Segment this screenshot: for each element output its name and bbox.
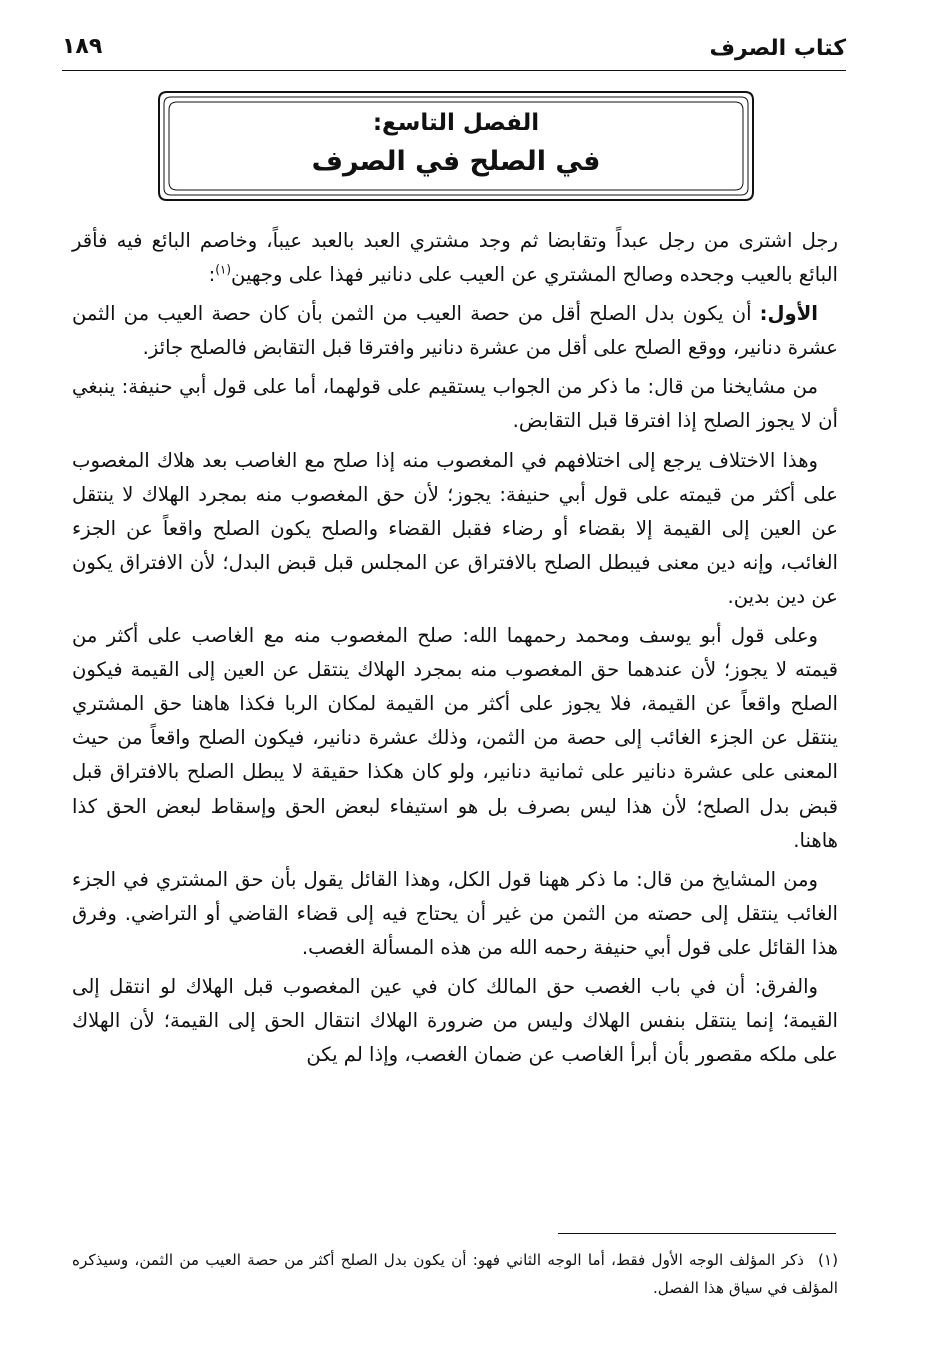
body-text: [72, 224, 838, 1077]
paragraph: وهذا الاختلاف يرجع إلى اختلافهم في المغصوب منه إذا صلح مع الغاصب بعد هلاك المغصوب على أكثر من قيمته على قول أبي حنيفة: يجوز؛ لأن حق المغصوب منه بمجرد الهلاك لا ينتقل عن العين إلى القيمة إلا بقضاء أو رضاء فقبل القضاء والصلح يكون الصلح واقعاً عن الجزء الغائب، وإنه دين معنى فيبطل الصلح بالافتراق عن المجلس قبل قبض البدل؛ لأن الافتراق يكون عن دين بدين.: [72, 448, 838, 608]
paragraph: ومن المشايخ من قال: ما ذكر ههنا قول الكل، وهذا القائل يقول بأن حق المشتري في الجزء الغائب ينتقل إلى حصته من الثمن من غير أن يحتاج فيه إلى قضاء القاضي أو التراضي. وفرق هذا القائل على قول أبي حنيفة رحمه الله من هذه المسألة الغصب.: [72, 867, 838, 959]
footnote-rule: [558, 1233, 836, 1234]
header-rule: [62, 70, 846, 71]
footnote-reference: (١): [215, 262, 232, 277]
chapter-heading: الفصل التاسع:: [372, 110, 540, 136]
paragraph: [72, 224, 838, 292]
paragraph: والفرق: أن في باب الغصب حق المالك كان في عين المغصوب قبل الهلاك لو انتقل إلى القيمة؛ إنما ينتقل بنفس الهلاك وليس من ضرورة الهلاك انتقال الحق إلى القيمة؛ لأن الهلاك على ملكه مقصور بأن أبرأ الغاصب عن ضمان الغصب، وإذا لم يكن: [72, 974, 838, 1067]
chapter-title-box: [157, 90, 755, 202]
paragraph-lead: الأول:: [759, 302, 818, 326]
footnote-text: ذكر المؤلف الوجه الأول فقط، أما الوجه الثاني فهو: أن يكون بدل الصلح أكثر من حصة العيب من الثمن، وسيذكره المؤلف في سياق هذا الفصل.: [72, 1251, 838, 1297]
paragraph-end: :: [208, 263, 216, 287]
footnote-marker: (١): [817, 1251, 838, 1269]
paragraph: وعلى قول أبو يوسف ومحمد رحمهما الله: صلح المغصوب منه مع الغاصب على أكثر من قيمته لا يجوز؛ لأن عندهما حق المغصوب منه بمجرد الهلاك ينتقل عن العين إلى القيمة فيكون الصلح واقعاً عن القيمة، فلا يجوز على أكثر من القيمة لمكان الربا فكذا هاهنا حق المشتري ينتقل عن الجزء الغائب إلى حصة من الثمن، وذلك عشرة دنانير، فيكون الصلح واقعاً من حيث المعنى على عشرة دنانير على ثمانية دنانير، ولو كان هكذا حقيقة لا يبطل الصلح بالافتراق قبل قبض بدل الصلح؛ لأن هذا ليس بصرف بل هو استيفاء لبعض الحق وإسقاط لبعض الحق كذا هاهنا.: [72, 624, 838, 852]
chapter-subheading: في الصلح في الصرف: [311, 146, 601, 177]
page-number: ١٨٩: [62, 34, 103, 59]
paragraph: [72, 297, 838, 365]
footnote: [72, 1246, 838, 1302]
paragraph-text: رجل اشترى من رجل عبداً وتقابضا ثم وجد مشتري العبد بالعبد عيباً، وخاصم البائع فيه فأقر البائع بالعيب وجحده وصالح المشتري عن العيب على دنانير فهذا على وجهين: [72, 229, 838, 287]
paragraph: من مشايخنا من قال: ما ذكر من الجواب يستقيم على قولهما، أما على قول أبي حنيفة: ينبغي أن لا يجوز الصلح إذا افترقا قبل التقابض.: [72, 375, 838, 433]
running-head: [62, 28, 846, 72]
book-title: كتاب الصرف: [709, 36, 846, 61]
paragraph-text: أن يكون بدل الصلح أقل من حصة العيب من الثمن بأن كان حصة العيب من الثمن عشرة دنانير، ووقع الصلح على أقل من عشرة دنانير وافترقا قبل التقابض فالصلح جائز.: [72, 302, 838, 360]
